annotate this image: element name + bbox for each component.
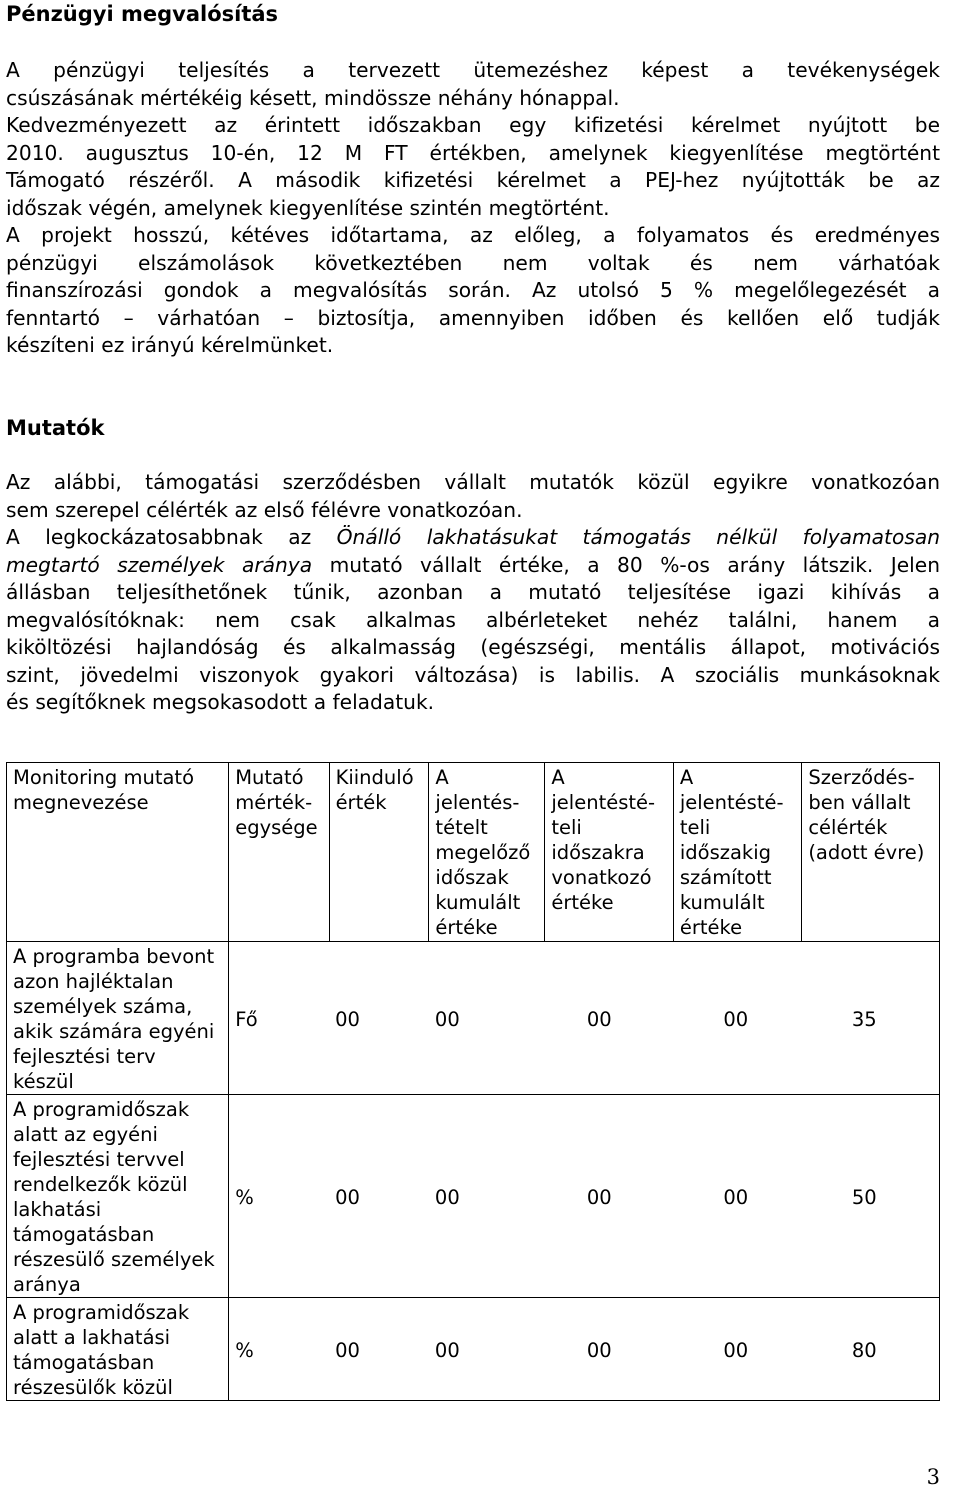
period-value-cell: 00 (545, 942, 673, 1095)
target-cell: 35 (802, 942, 940, 1095)
monitoring-table (6, 762, 940, 1401)
text-line (6, 552, 940, 580)
column-header-indicator-name: Monitoring mutató megnevezése (7, 763, 229, 942)
text-line: időszak végén, amelynek kiegyenlítése szintén megtörtént. (6, 195, 610, 220)
unit-cell: % (229, 1095, 329, 1298)
unit-cell: Fő (229, 942, 329, 1095)
column-header-cumulative: A jelentésté-teli időszakig számított kumulált értéke (673, 763, 801, 942)
column-header-period-value: A jelentésté-teli időszakra vonatkozó értéke (545, 763, 673, 942)
baseline-cell: 00 (329, 1298, 429, 1401)
previous-cumulative-cell: 00 (429, 1298, 545, 1401)
cumulative-cell: 00 (673, 942, 801, 1095)
text-line: pénzügyi elszámolások következtében nem voltak és nem várhatóak (6, 250, 940, 275)
text-line: A pénzügyi teljesítés a tervezett ütemezéshez képest a tevékenységek (6, 58, 940, 82)
table-row (7, 1095, 940, 1298)
financial-paragraph (6, 57, 940, 360)
text-line: finanszírozási gondok a megvalósítás során. Az utolsó 5 % megelőlegezését a (6, 278, 940, 302)
table-header-row (7, 763, 940, 942)
text-line: A projekt hosszú, kétéves időtartama, az előleg, a folyamatos és eredményes (6, 223, 940, 247)
text-line: megvalósítóknak: nem csak alkalmas albérleteket nehéz találni, hanem a (6, 607, 940, 632)
indicator-name-italic: megtartó személyek aránya (6, 552, 313, 577)
column-header-unit: Mutató mérték-egysége (229, 763, 329, 942)
cumulative-cell: 00 (673, 1095, 801, 1298)
target-cell: 50 (802, 1095, 940, 1298)
text-line: szint, jövedelmi viszonyok gyakori változása) is labilis. A szociális munkásoknak (6, 662, 940, 687)
text-line: állásban teljesíthetőnek tűnik, azonban a mutató teljesítése igazi kihívás a (6, 580, 940, 604)
text-line: csúszásának mértékéig késett, mindössze néhány hónappal. (6, 85, 620, 110)
indicators-paragraph (6, 469, 940, 717)
column-header-previous-cumulative: A jelentés-tételt megelőző időszak kumulált értéke (429, 763, 545, 942)
period-value-cell: 00 (545, 1298, 673, 1401)
text-line: sem szerepel célérték az első félévre vonatkozóan. (6, 497, 523, 522)
text-line: 2010. augusztus 10-én, 12 M FT értékben, amelynek kiegyenlítése megtörtént (6, 140, 940, 165)
indicator-name-cell: A programba bevont azon hajléktalan személyek száma, akik számára egyéni fejlesztési terv készül (7, 942, 229, 1095)
text-line: kiköltözési hajlandóság és alkalmasság (egészségi, mentális állapot, motivációs (6, 635, 940, 659)
text-line: készíteni ez irányú kérelmünket. (6, 333, 334, 357)
text-run: A legkockázatosabbnak az (6, 525, 337, 549)
period-value-cell: 00 (545, 1095, 673, 1298)
text-line: Támogató részéről. A második kifizetési kérelmet a PEJ-hez nyújtották be az (6, 168, 940, 192)
indicator-name-italic: Önálló lakhatásukat támogatás nélkül folyamatosan (336, 525, 940, 549)
page-number: 3 (926, 1465, 940, 1489)
unit-cell: % (229, 1298, 329, 1401)
section-heading-financial: Pénzügyi megvalósítás (6, 2, 279, 26)
column-header-baseline: Kiinduló érték (329, 763, 429, 942)
cumulative-cell: 00 (673, 1298, 801, 1401)
previous-cumulative-cell: 00 (429, 1095, 545, 1298)
text-line: fenntartó – várhatóan – biztosítja, amennyiben időben és kellően elő tudják (6, 305, 940, 330)
column-header-target: Szerződés-ben vállalt célérték (adott évre) (802, 763, 940, 942)
text-line: Az alábbi, támogatási szerződésben vállalt mutatók közül egyikre vonatkozóan (6, 470, 940, 494)
previous-cumulative-cell: 00 (429, 942, 545, 1095)
table-row (7, 942, 940, 1095)
baseline-cell: 00 (329, 942, 429, 1095)
text-line (6, 524, 940, 552)
indicator-name-cell: A programidőszak alatt a lakhatási támogatásban részesülők közül (7, 1298, 229, 1401)
text-line: és segítőknek megsokasodott a feladatuk. (6, 690, 435, 714)
table-row (7, 1298, 940, 1401)
target-cell: 80 (802, 1298, 940, 1401)
text-run: mutató vállalt értéke, a 80 %-os arány látszik. Jelen (312, 552, 940, 577)
text-line: Kedvezményezett az érintett időszakban egy kifizetési kérelmet nyújtott be (6, 113, 940, 137)
baseline-cell: 00 (329, 1095, 429, 1298)
section-heading-indicators: Mutatók (6, 416, 105, 440)
indicator-name-cell: A programidőszak alatt az egyéni fejlesztési tervvel rendelkezők közül lakhatási támogatásban részesülő személyek aránya (7, 1095, 229, 1298)
